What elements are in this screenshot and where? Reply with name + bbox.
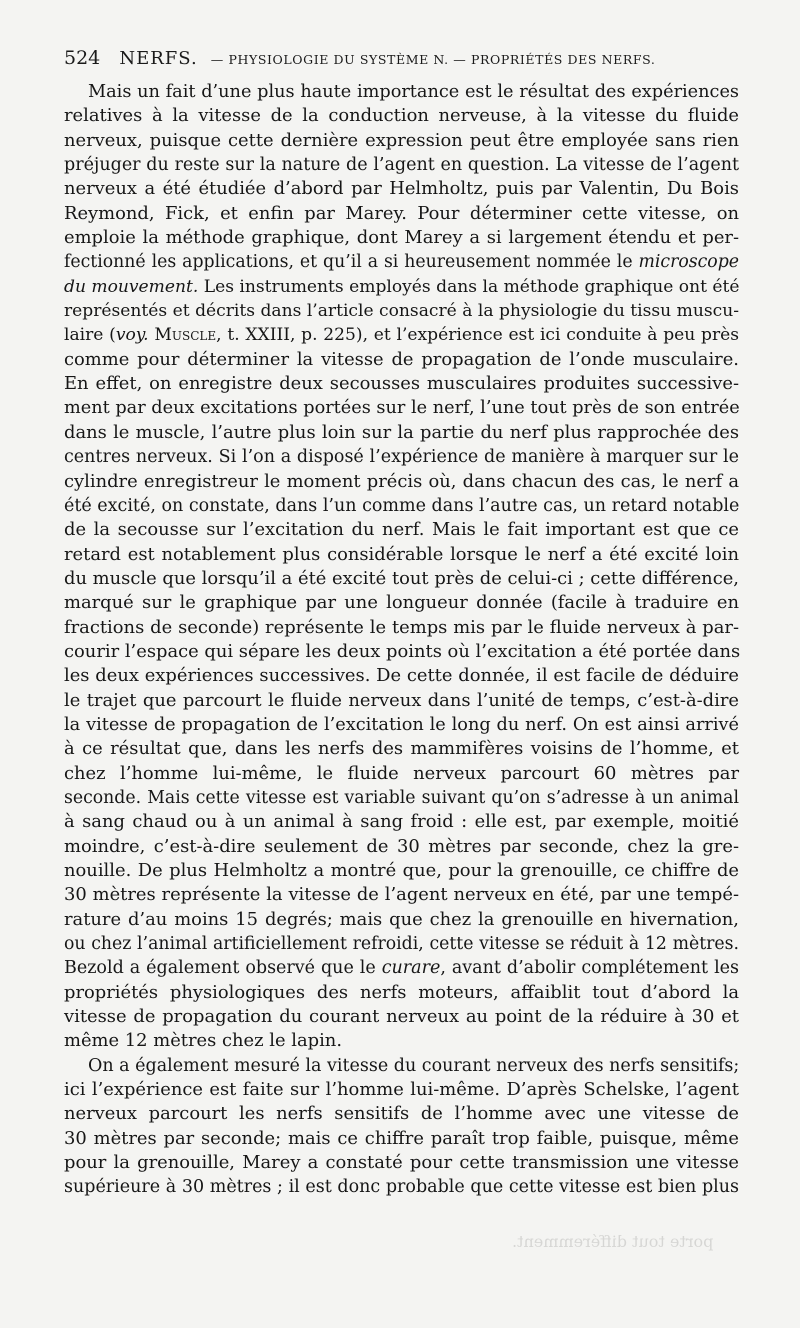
text-line: nerveux a été étudiée d’abord par Helmholtz, puis par Valentin, Du Bois	[64, 178, 739, 200]
text-line: En effet, on enregistre deux secousses musculaires produites successive-	[64, 373, 739, 395]
text-line: moindre, c’est-à-dire seulement de 30 mètres par seconde, chez la gre-	[64, 835, 739, 857]
show-through-text: porte tout différemment.	[512, 1232, 714, 1251]
text-line: dans le muscle, l’autre plus loin sur la partie du nerf plus rapprochée des	[64, 421, 739, 443]
text-line: courir l’espace qui sépare les deux points où l’excitation a été portée dans	[64, 640, 741, 662]
italic-term: microscope	[638, 252, 739, 273]
text-line	[64, 323, 739, 347]
text-line: à sang chaud ou à un animal à sang froid : elle est, par exemple, moitié	[64, 811, 739, 833]
text-line: nouille. De plus Helmholtz a montré que, pour la grenouille, ce chiffre de	[64, 860, 739, 881]
text-line: préjuger du reste sur la nature de l’agent en question. La vitesse de l’agent	[64, 155, 739, 176]
text-line: cylindre enregistreur le moment précis où, dans chacun des cas, le nerf a	[64, 470, 739, 492]
text-line: Mais un fait d’une plus haute importance est le résultat des expériences	[88, 82, 739, 102]
text-line: ou chez l’animal artificiellement refroidi, cette vitesse se réduit à 12 mètres.	[64, 934, 739, 955]
text-span: fectionné les applications, et qu’il a si heureusement nommée le	[64, 252, 633, 273]
running-header	[64, 47, 744, 75]
text-line: On a également mesuré la vitesse du courant nerveux des nerfs sensitifs;	[88, 1055, 740, 1076]
text-line: retard est notablement plus considérable lorsque le nerf a été excité loin	[64, 543, 739, 565]
section-title: — PHYSIOLOGIE DU SYSTÈME N. — PROPRIÉTÉS DES NERFS.	[210, 52, 656, 67]
text-line: les deux expériences successives. De cette donnée, il est facile de déduire	[64, 665, 739, 687]
smallcaps-term: Muscle	[148, 325, 217, 346]
text-line: centres nerveux. Si l’on a disposé l’expérience de manière à marquer sur le	[64, 447, 739, 468]
text-line	[64, 250, 739, 274]
text-line	[64, 956, 739, 980]
text-line: rature d’au moins 15 degrés; mais que chez la grenouille en hivernation,	[64, 908, 739, 930]
text-line: de la secousse sur l’excitation du nerf. Mais le fait important est que ce	[64, 519, 739, 541]
text-line: seconde. Mais cette vitesse est variable suivant qu’on s’adresse à un animal	[64, 787, 739, 808]
text-line: pour la grenouille, Marey a constaté pour cette transmission une vitesse	[64, 1152, 739, 1174]
text-span: laire (	[64, 325, 116, 346]
italic-term: curare	[381, 958, 441, 979]
text-span: Bezold a également observé que le	[64, 958, 376, 979]
text-span: , t. XXIII, p. 225), et l’expérience est ici conduite à peu près	[216, 325, 740, 346]
text-span: , avant d’abolir complétement les	[440, 958, 740, 979]
text-line: nerveux, puisque cette dernière expression peut être employée sans rien	[64, 129, 739, 151]
text-line: la vitesse de propagation de l’excitation le long du nerf. On est ainsi arrivé	[64, 714, 739, 735]
text-line: relatives à la vitesse de la conduction nerveuse, à la vitesse du fluide	[64, 105, 739, 127]
text-line: comme pour déterminer la vitesse de propagation de l’onde musculaire.	[64, 348, 739, 370]
text-line: du muscle que lorsqu’il a été excité tout près de celui-ci ; cette différence,	[64, 567, 739, 589]
text-line: propriétés physiologiques des nerfs moteurs, affaiblit tout d’abord la	[64, 981, 739, 1003]
text-line: fractions de seconde) représente le temps mis par le fluide nerveux à par-	[64, 616, 739, 638]
text-line: ment par deux excitations portées sur le nerf, l’une tout près de son entrée	[64, 398, 740, 419]
page-number: 524	[64, 47, 101, 69]
chapter-title: NERFS.	[119, 48, 198, 69]
text-line: emploie la méthode graphique, dont Marey a si largement étendu et per-	[64, 227, 739, 249]
text-line: 30 mètres représente la vitesse de l’agent nerveux en été, par une tempé-	[64, 884, 739, 906]
text-line: Reymond, Fick, et enfin par Marey. Pour déterminer cette vitesse, on	[64, 202, 739, 224]
body-text	[64, 80, 739, 1200]
text-line: supérieure à 30 mètres ; il est donc probable que cette vitesse est bien plus	[64, 1177, 739, 1198]
text-line: représentés et décrits dans l’article consacré à la physiologie du tissu muscu-	[64, 301, 739, 322]
text-line: vitesse de propagation du courant nerveux au point de la réduire à 30 et	[64, 1006, 739, 1028]
italic-term: voy.	[115, 325, 149, 346]
text-span: Les instruments employés dans la méthode graphique ont été	[198, 276, 740, 297]
text-line: chez l’homme lui-même, le fluide nerveux parcourt 60 mètres par	[64, 762, 739, 784]
text-line: à ce résultat que, dans les nerfs des mammifères voisins de l’homme, et	[64, 738, 739, 760]
text-line: ici l’expérience est faite sur l’homme lui-même. D’après Schelske, l’agent	[64, 1079, 739, 1101]
text-line: 30 mètres par seconde; mais ce chiffre paraît trop faible, puisque, même	[64, 1127, 739, 1149]
text-line: marqué sur le graphique par une longueur donnée (facile à traduire en	[64, 592, 739, 614]
text-line: même 12 mètres chez le lapin.	[64, 1030, 343, 1052]
text-line	[64, 275, 739, 299]
text-line: nerveux parcourt les nerfs sensitifs de l’homme avec une vitesse de	[64, 1103, 739, 1125]
text-line: le trajet que parcourt le fluide nerveux dans l’unité de temps, c’est-à-dire	[64, 689, 739, 711]
italic-term: du mouvement.	[64, 276, 199, 297]
text-line: été excité, on constate, dans l’un comme dans l’autre cas, un retard notable	[64, 495, 740, 516]
